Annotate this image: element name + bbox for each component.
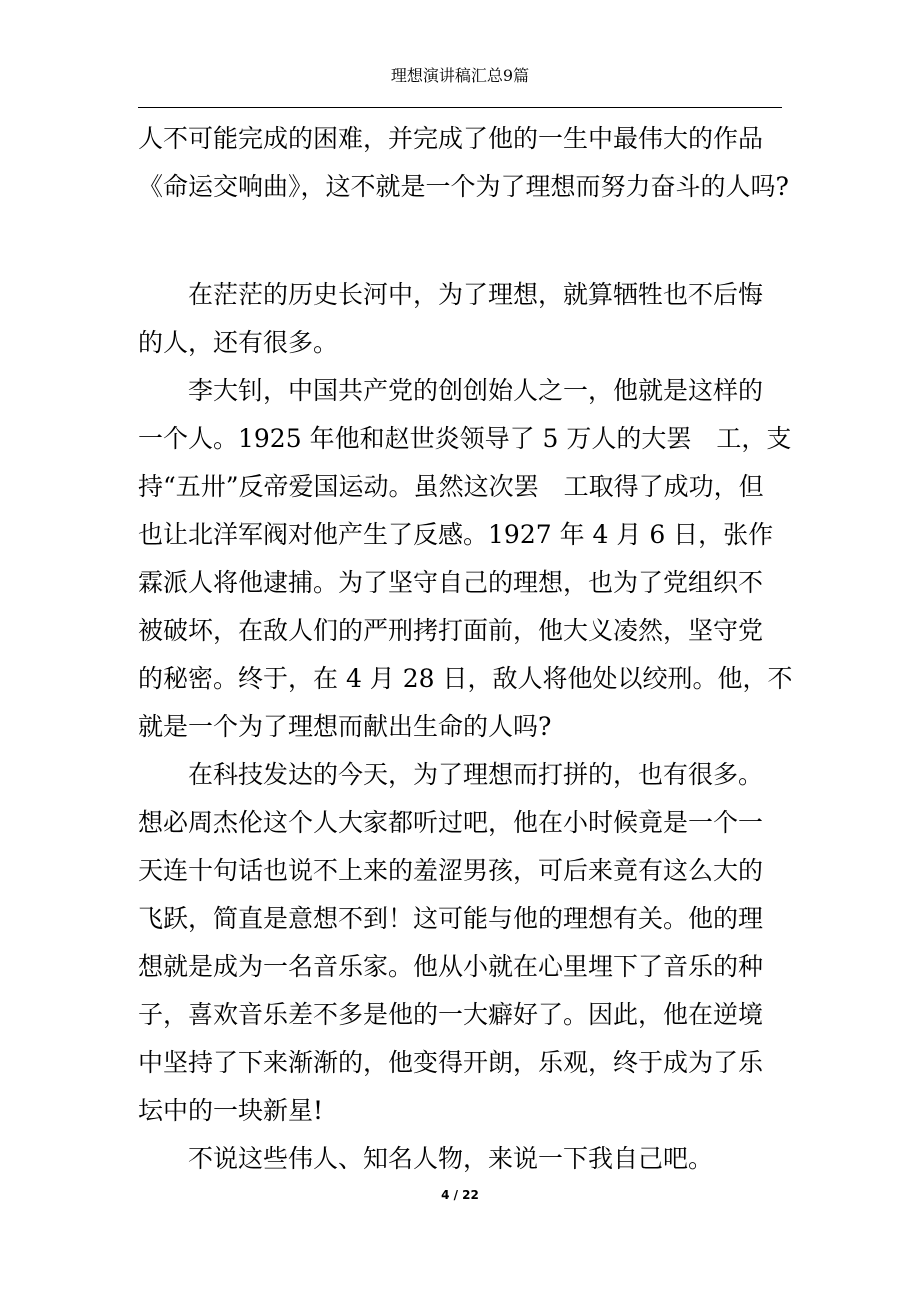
document-body — [138, 115, 793, 1183]
text-line: 中坚持了下来渐渐的，他变得开朗，乐观，终于成为了乐 — [138, 1048, 764, 1077]
text-line: 的人，还有很多。 — [138, 328, 339, 357]
text-line: 持“五卅”反帝爱国运动。虽然这次罢 工取得了成功，但 — [138, 472, 764, 501]
text-line: 想就是成为一名音乐家。他从小就在心里埋下了音乐的种 — [138, 952, 764, 981]
text-line: 坛中的一块新星! — [138, 1096, 324, 1125]
text-line: 也让北洋军阀对他产生了反感。1927 年 4 月 6 日，张作 — [138, 520, 774, 549]
text-line: 被破坏，在敌人们的严刑拷打面前，他大义凌然，坚守党 — [138, 616, 764, 645]
paragraph-start-line: 李大钊，中国共产党的创创始人之一，他就是这样的 — [188, 376, 764, 405]
paragraph-start-line: 在科技发达的今天，为了理想而打拼的，也有很多。 — [188, 760, 764, 789]
paragraph-spacer — [138, 211, 782, 271]
text-line: 的秘密。终于，在 4 月 28 日，敌人将他处以绞刑。他，不 — [138, 664, 793, 693]
text-line: 一个人。1925 年他和赵世炎领导了 5 万人的大罢 工，支 — [138, 424, 792, 453]
page-header-title: 理想演讲稿汇总9篇 — [390, 66, 530, 85]
text-line: 就是一个为了理想而献出生命的人吗? — [138, 712, 552, 741]
text-line: 《命运交响曲》，这不就是一个为了理想而努力奋斗的人吗? — [138, 172, 789, 201]
text-line: 天连十句话也说不上来的羞涩男孩，可后来竟有这么大的 — [138, 856, 764, 885]
text-line: 子，喜欢音乐差不多是他的一大癖好了。因此，他在逆境 — [138, 1000, 764, 1029]
text-line: 人不可能完成的困难，并完成了他的一生中最伟大的作品 — [138, 124, 764, 153]
paragraph-start-line: 不说这些伟人、知名人物，来说一下我自己吧。 — [188, 1144, 714, 1173]
text-line: 霖派人将他逮捕。为了坚守自己的理想，也为了党组织不 — [138, 568, 764, 597]
header-divider — [138, 107, 782, 108]
text-line: 飞跃，简直是意想不到！这可能与他的理想有关。他的理 — [138, 904, 764, 933]
page-number: 4 / 22 — [441, 1188, 479, 1202]
text-line: 想必周杰伦这个人大家都听过吧，他在小时候竟是一个一 — [138, 808, 764, 837]
paragraph-start-line: 在茫茫的历史长河中，为了理想，就算牺牲也不后悔 — [188, 280, 764, 309]
